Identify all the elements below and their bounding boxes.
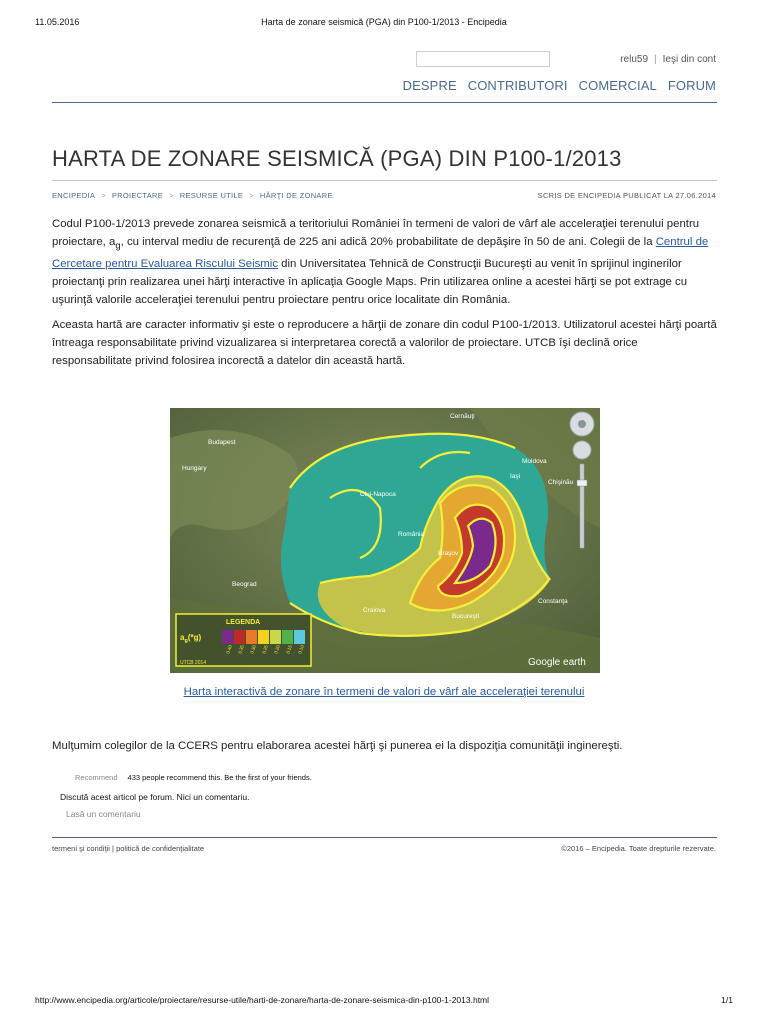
nav-comercial[interactable]: COMERCIAL (578, 78, 657, 93)
footer-links (52, 844, 204, 853)
legend-swatch (258, 630, 269, 644)
breadcrumb-encipedia[interactable]: ENCIPEDIA (52, 191, 96, 200)
nav-forum[interactable]: FORUM (667, 78, 716, 93)
disclaimer-paragraph: Aceasta hartă are caracter informativ şi este o reproducere a hărţii de zonare din codul P100-1/2013. Utilizatorul acestei hărţi poartă întreaga responsabilitate privind vizualizarea si interpretarea corectă a valorilor de proiectare. UTCB îşi declină orice responsabilitate privind folosirea incorectă a datelor din această hartă. (52, 319, 717, 367)
legend-value-label: 0.25 (261, 644, 269, 655)
breadcrumb-resurse-utile[interactable]: RESURSE UTILE (179, 191, 244, 200)
map-legend (176, 614, 311, 666)
nav-divider (52, 102, 717, 103)
breadcrumb-harti-de-zonare[interactable]: HĂRŢI DE ZONARE (259, 191, 333, 200)
legend-swatch (270, 630, 281, 644)
map-graphic (170, 408, 600, 673)
nav-despre[interactable]: DESPRE (402, 78, 457, 93)
copyright: ©2016 – Encipedia. Toate drepturile rezervate. (561, 844, 716, 853)
legend-swatch (294, 630, 305, 644)
map-caption (0, 686, 768, 698)
breadcrumb-separator: > (169, 191, 174, 200)
breadcrumb-separator: > (249, 191, 254, 200)
search-input[interactable] (416, 51, 550, 67)
map-label-beograd: Beograd (232, 581, 257, 588)
intro-subscript: g (115, 240, 121, 252)
breadcrumb-separator: > (101, 191, 106, 200)
recommend-button[interactable]: Recommend (75, 773, 118, 782)
recommend-widget (75, 773, 312, 782)
ccers-link[interactable]: Centrul de Cercetare pentru Evaluarea Riscului Seismic (52, 236, 709, 271)
privacy-link[interactable]: politică de confidenţialitate (116, 844, 205, 853)
main-nav (392, 78, 716, 93)
google-earth-logo: Google earth (528, 657, 586, 668)
legend-value-label: 0.20 (273, 644, 281, 655)
print-date: 11.05.2016 (35, 17, 80, 27)
leave-comment-link[interactable]: Lasă un comentariu (66, 809, 141, 819)
map-label-craiova: Craiova (363, 607, 386, 614)
map-label-budapest: Budapest (208, 439, 236, 446)
footer-divider (52, 837, 717, 838)
legend-swatch (234, 630, 245, 644)
legend-value-label: 0.15 (285, 644, 293, 655)
map-label-iasi: Iaşi (510, 473, 521, 480)
legend-title: LEGENDA (226, 619, 261, 626)
legend-swatch (222, 630, 233, 644)
thanks-paragraph: Mulţumim colegilor de la CCERS pentru elaborarea acestei hărţi şi punerea ei la dispoziţia comunităţii inginereşti. (52, 740, 623, 752)
breadcrumb (52, 191, 333, 200)
recommend-count-text: 433 people recommend this. Be the first of your friends. (127, 773, 312, 782)
legend-swatch (282, 630, 293, 644)
map-label-moldova: Moldova (522, 458, 547, 465)
map-label-hungary: Hungary (182, 465, 207, 472)
map-credit: UTCB 2014 (180, 660, 207, 666)
legend-axis-label: $a_g(*g)$ (180, 633, 202, 644)
legend-value-label: 0.30 (249, 644, 257, 655)
print-page-number: 1/1 (721, 995, 733, 1005)
intro-text-1: Codul P100-1/2013 prevede zonarea seismică a teritoriului României în termeni de valori de vârf ale acceleraţiei terenului pentru proiectare, a (52, 218, 700, 248)
intro-text-2: , cu interval mediu de recurenţă de 225 ani adică 20% probabilitate de depăşire în 50 de ani. Colegii de la (120, 236, 656, 248)
username-link[interactable]: relu59 (620, 54, 649, 65)
map-label-brasov: Braşov (438, 550, 459, 557)
print-page-title: Harta de zonare seismică (PGA) din P100-1/2013 - Encipedia (261, 17, 507, 27)
user-links (620, 54, 716, 65)
map-label-cluj-napoca: Cluj-Napoca (360, 491, 396, 498)
page-title: HARTA DE ZONARE SEISMICĂ (PGA) DIN P100-1/2013 (52, 146, 622, 171)
map-label-bucuresti: Bucureşti (452, 613, 480, 620)
legend-swatch (246, 630, 257, 644)
print-url: http://www.encipedia.org/articole/proiectare/resurse-utile/harti-de-zonare/harta-de-zonare-seismica-din-p100-1-2013.html (35, 995, 490, 1005)
footer-separator: | (112, 844, 114, 853)
breadcrumb-proiectare[interactable]: PROIECTARE (111, 191, 164, 200)
title-divider (52, 180, 717, 181)
intro-paragraph (52, 215, 720, 309)
logout-link[interactable]: Ieşi din cont (662, 54, 716, 65)
interactive-map-link[interactable]: Harta interactivă de zonare în termeni de valori de vârf ale acceleraţiei terenului (183, 686, 585, 698)
nav-contributori[interactable]: CONTRIBUTORI (467, 78, 568, 93)
legend-value-label: 0.35 (237, 644, 245, 655)
legend-value-label: 0.40 (225, 644, 233, 655)
article-meta: SCRIS DE ENCIPEDIA PUBLICAT LA 27.06.2014 (537, 191, 716, 200)
map-label-cernauti: Cernăuţi (450, 413, 475, 420)
seismic-zoning-map[interactable] (170, 408, 600, 673)
terms-link[interactable]: termeni şi condiţii (52, 844, 110, 853)
print-header (0, 17, 768, 31)
legend-value-label: 0.10 (297, 644, 305, 655)
map-label-constanta: Constanţa (538, 598, 568, 605)
map-label-romania: România (398, 531, 425, 538)
map-label-chisinau: Chişinău (548, 479, 574, 486)
user-separator: | (654, 54, 657, 65)
intro-text-3: din Universitatea Tehnică de Construcţii Bucureşti au venit în sprijinul inginerilor proiectanţi prin realizarea unei hărţi interactive în aplicaţia Google Maps. Prin utilizarea online a acestei hărţi se pot extrage cu uşurinţă valorile acceleraţiei terenului pentru proiectare pentru orice localitate din România. (52, 258, 688, 307)
discuss-forum-link[interactable]: Discută acest articol pe forum. Nici un comentariu. (60, 792, 250, 802)
